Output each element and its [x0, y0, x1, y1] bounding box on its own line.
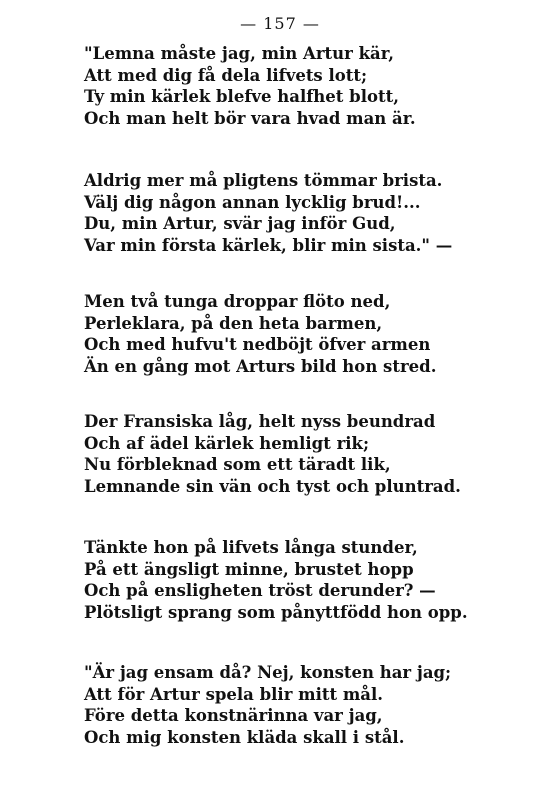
stanza-line: Och på ensligheten tröst derunder? —	[84, 581, 436, 600]
stanza-line: Och med hufvu't nedböjt öfver armen	[84, 335, 431, 354]
stanza-line: Och af ädel kärlek hemligt rik;	[84, 433, 370, 453]
stanza-line: Lemnande sin vän och tyst och pluntrad.	[84, 476, 461, 496]
stanza-line: Och mig konsten kläda skall i stål.	[84, 727, 405, 747]
stanza-line: "Lemna måste jag, min Artur kär,	[84, 44, 394, 63]
stanza-4	[84, 411, 504, 497]
stanza-6	[84, 662, 504, 748]
stanza-line: Tänkte hon på lifvets långa stunder,	[84, 538, 418, 557]
stanza-line: Att med dig få dela lifvets lott;	[84, 65, 368, 85]
stanza-1	[84, 43, 504, 129]
stanza-line: På ett ängsligt minne, brustet hopp	[84, 559, 414, 579]
stanza-3	[84, 291, 504, 377]
stanza-line: Välj dig någon annan lycklig brud!...	[84, 192, 421, 212]
stanza-line: Plötsligt sprang som pånyttfödd hon opp.	[84, 602, 468, 622]
stanza-line: Nu förbleknad som ett täradt lik,	[84, 455, 391, 474]
stanza-5	[84, 537, 504, 623]
stanza-line: Aldrig mer må pligtens tömmar brista.	[84, 171, 443, 190]
stanza-line: Men två tunga droppar flöto ned,	[84, 292, 391, 311]
stanza-line: Du, min Artur, svär jag inför Gud,	[84, 214, 396, 233]
stanza-line: Var min första kärlek, blir min sista." —	[84, 235, 453, 255]
stanza-line: Der Fransiska låg, helt nyss beundrad	[84, 412, 436, 431]
stanza-line: Att för Artur spela blir mitt mål.	[84, 684, 384, 704]
stanza-line: "Är jag ensam då? Nej, konsten har jag;	[84, 663, 452, 682]
stanza-2	[84, 170, 504, 256]
page-number: — 157 —	[240, 14, 320, 33]
stanza-line: Perleklara, på den heta barmen,	[84, 313, 383, 333]
stanza-line: Och man helt bör vara hvad man är.	[84, 108, 416, 128]
stanza-line: Än en gång mot Arturs bild hon stred.	[84, 356, 437, 376]
stanza-line: Ty min kärlek blefve halfhet blott,	[84, 87, 399, 106]
stanza-line: Före detta konstnärinna var jag,	[84, 706, 383, 725]
